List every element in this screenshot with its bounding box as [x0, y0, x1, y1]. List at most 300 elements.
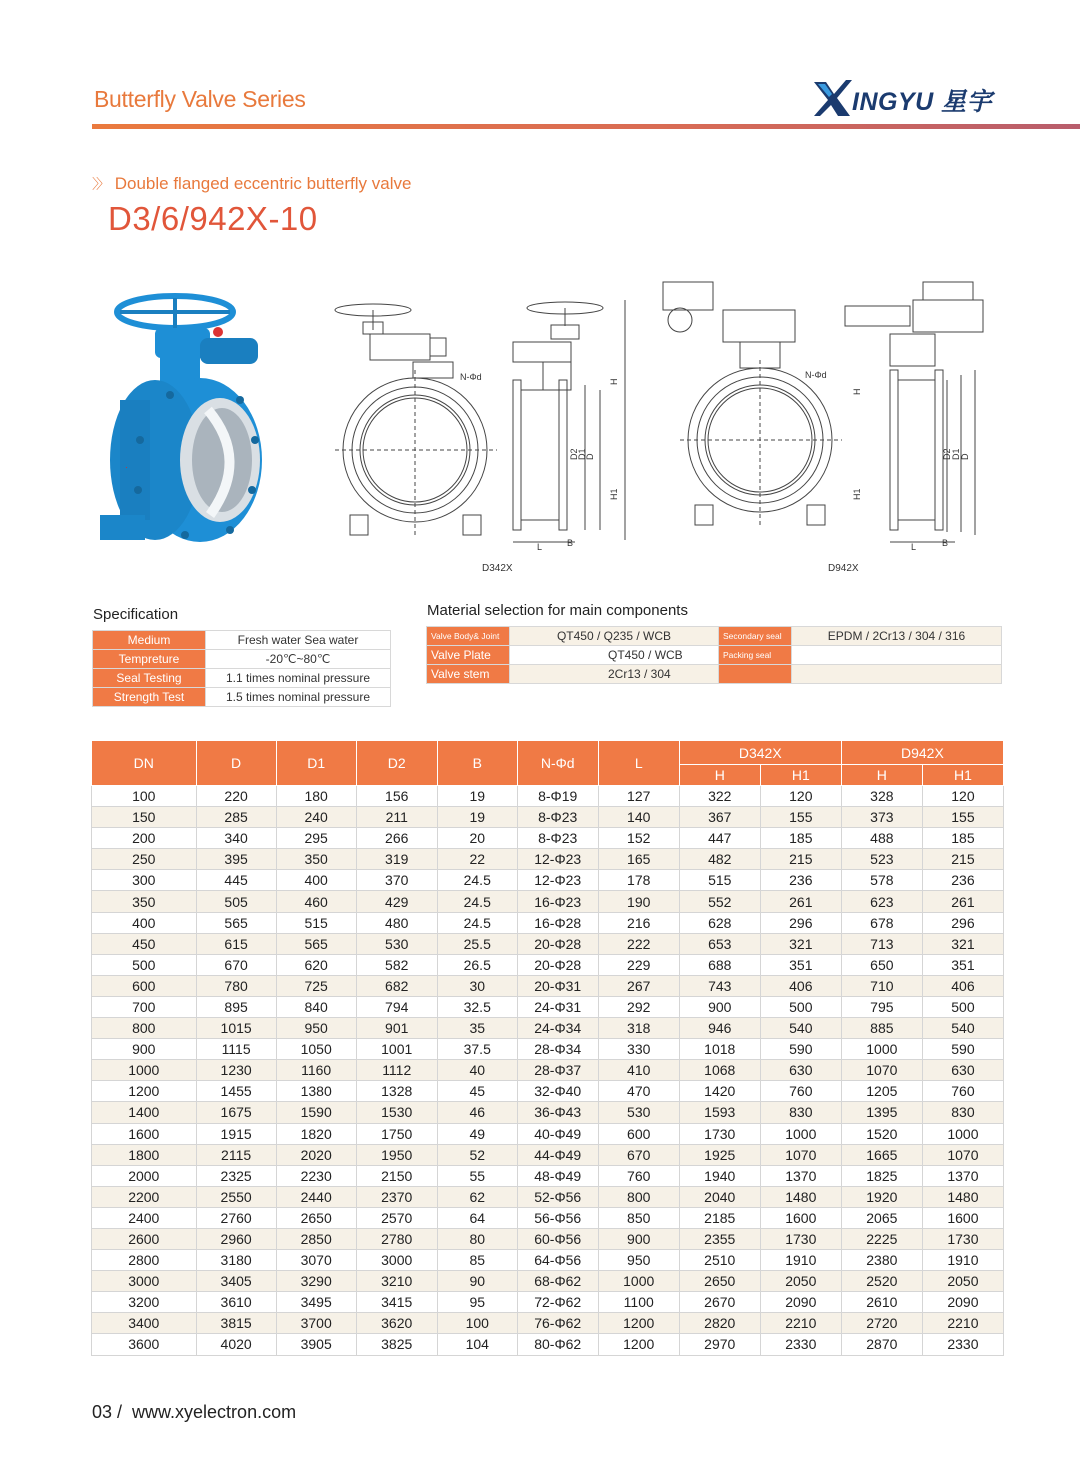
table-cell: 1400: [92, 1102, 197, 1123]
d942x-front-view: [663, 282, 842, 525]
table-cell: 1730: [760, 1228, 841, 1249]
table-row: [92, 1228, 1004, 1249]
spec-row: [93, 688, 391, 707]
table-cell: 220: [196, 786, 276, 807]
table-row: [92, 807, 1004, 828]
table-cell: 2050: [922, 1271, 1003, 1292]
table-cell: 2380: [841, 1250, 922, 1271]
spec-value: Fresh water Sea water: [206, 631, 391, 650]
table-cell: 900: [598, 1228, 679, 1249]
table-cell: 630: [922, 1060, 1003, 1081]
table-cell: 2870: [841, 1334, 922, 1355]
table-cell: 236: [922, 870, 1003, 891]
table-cell: 480: [356, 912, 437, 933]
table-row: [92, 1102, 1004, 1123]
table-cell: 296: [922, 912, 1003, 933]
table-cell: 650: [841, 954, 922, 975]
table-cell: 400: [92, 912, 197, 933]
table-cell: 900: [92, 1039, 197, 1060]
valve-photo: [100, 290, 270, 555]
table-cell: 840: [276, 996, 356, 1017]
table-cell: 32.5: [437, 996, 517, 1017]
table-cell: 2065: [841, 1207, 922, 1228]
table-cell: 3815: [196, 1313, 276, 1334]
table-cell: 795: [841, 996, 922, 1017]
table-cell: 20: [437, 828, 517, 849]
table-cell: 328: [841, 786, 922, 807]
table-cell: 20-Φ31: [517, 975, 598, 996]
table-cell: 24.5: [437, 870, 517, 891]
table-cell: 540: [922, 1018, 1003, 1039]
table-cell: 2760: [196, 1207, 276, 1228]
table-cell: 3000: [92, 1271, 197, 1292]
table-cell: 12-Φ23: [517, 870, 598, 891]
table-cell: 1070: [760, 1144, 841, 1165]
table-cell: 2650: [679, 1271, 760, 1292]
table-cell: 2330: [760, 1334, 841, 1355]
table-cell: 1915: [196, 1123, 276, 1144]
table-cell: 628: [679, 912, 760, 933]
l-label-2: L: [911, 542, 917, 552]
table-cell: 236: [760, 870, 841, 891]
table-cell: 322: [679, 786, 760, 807]
table-cell: 895: [196, 996, 276, 1017]
table-cell: 688: [679, 954, 760, 975]
table-cell: 2050: [760, 1271, 841, 1292]
table-cell: 653: [679, 933, 760, 954]
logo-text: INGYU 星宇: [852, 88, 993, 116]
col-d942x-h1: H1: [922, 765, 1003, 786]
table-row: [92, 1123, 1004, 1144]
table-cell: 2200: [92, 1186, 197, 1207]
table-cell: 3180: [196, 1250, 276, 1271]
table-cell: 185: [922, 828, 1003, 849]
col-l: L: [598, 741, 679, 786]
table-cell: 1590: [276, 1102, 356, 1123]
table-cell: 24-Φ31: [517, 996, 598, 1017]
table-cell: 351: [760, 954, 841, 975]
table-cell: 1200: [598, 1334, 679, 1355]
table-cell: 367: [679, 807, 760, 828]
table-cell: 49: [437, 1123, 517, 1144]
table-cell: 2210: [922, 1313, 1003, 1334]
table-cell: 62: [437, 1186, 517, 1207]
table-cell: 370: [356, 870, 437, 891]
product-model: D3/6/942X-10: [108, 200, 318, 237]
table-cell: 850: [598, 1207, 679, 1228]
table-cell: 578: [841, 870, 922, 891]
table-cell: 445: [196, 870, 276, 891]
drawing-caption-d342x: D342X: [482, 563, 513, 574]
material-key: Valve Body& Joint: [427, 627, 510, 646]
table-cell: 266: [356, 828, 437, 849]
table-cell: 321: [922, 933, 1003, 954]
table-cell: 2115: [196, 1144, 276, 1165]
table-cell: 1480: [922, 1186, 1003, 1207]
d1-label-2: D1: [951, 448, 961, 460]
table-cell: 590: [922, 1039, 1003, 1060]
table-cell: 300: [92, 870, 197, 891]
table-cell: 670: [598, 1144, 679, 1165]
table-cell: 760: [922, 1081, 1003, 1102]
table-cell: 3290: [276, 1271, 356, 1292]
table-cell: 470: [598, 1081, 679, 1102]
col-d342x-h: H: [679, 765, 760, 786]
table-cell: 1455: [196, 1081, 276, 1102]
table-row: [92, 1334, 1004, 1355]
table-cell: 35: [437, 1018, 517, 1039]
table-row: [92, 954, 1004, 975]
table-cell: 48-Φ49: [517, 1165, 598, 1186]
table-cell: 1112: [356, 1060, 437, 1081]
spec-key: Strength Test: [93, 688, 206, 707]
table-cell: 211: [356, 807, 437, 828]
table-cell: 2090: [760, 1292, 841, 1313]
table-cell: 670: [196, 954, 276, 975]
table-cell: 710: [841, 975, 922, 996]
table-cell: 285: [196, 807, 276, 828]
table-cell: 3200: [92, 1292, 197, 1313]
table-cell: 24.5: [437, 891, 517, 912]
table-cell: 185: [760, 828, 841, 849]
table-cell: 713: [841, 933, 922, 954]
table-cell: 28-Φ37: [517, 1060, 598, 1081]
table-cell: 28-Φ34: [517, 1039, 598, 1060]
col-dn: DN: [92, 741, 197, 786]
d942x-side-view: [845, 282, 983, 542]
table-cell: 1800: [92, 1144, 197, 1165]
materials-title: Material selection for main components: [427, 602, 688, 619]
material-value: EPDM / 2Cr13 / 304 / 316: [792, 627, 1002, 646]
footer: [92, 1402, 296, 1423]
dimensions-body: [92, 786, 1004, 1356]
table-cell: 3070: [276, 1250, 356, 1271]
technical-drawings: [325, 270, 1015, 580]
table-cell: 3825: [356, 1334, 437, 1355]
d2-label-1: D2: [569, 448, 579, 460]
table-cell: 80-Φ62: [517, 1334, 598, 1355]
table-cell: 267: [598, 975, 679, 996]
table-cell: 2780: [356, 1228, 437, 1249]
table-cell: 40: [437, 1060, 517, 1081]
table-cell: 12-Φ23: [517, 849, 598, 870]
table-cell: 44-Φ49: [517, 1144, 598, 1165]
table-cell: 19: [437, 786, 517, 807]
table-cell: 1820: [276, 1123, 356, 1144]
table-row: [92, 891, 1004, 912]
table-cell: 1000: [598, 1271, 679, 1292]
table-cell: 80: [437, 1228, 517, 1249]
table-cell: 2970: [679, 1334, 760, 1355]
table-cell: 152: [598, 828, 679, 849]
material-value: 2Cr13 / 304: [510, 665, 719, 684]
table-cell: 1480: [760, 1186, 841, 1207]
drawing-caption-d942x: D942X: [828, 563, 859, 574]
table-cell: 2510: [679, 1250, 760, 1271]
table-cell: 830: [760, 1102, 841, 1123]
table-cell: 36-Φ43: [517, 1102, 598, 1123]
page-number: 03 /: [92, 1402, 123, 1422]
table-row: [92, 849, 1004, 870]
table-cell: 1380: [276, 1081, 356, 1102]
table-cell: 582: [356, 954, 437, 975]
table-cell: 22: [437, 849, 517, 870]
table-cell: 215: [760, 849, 841, 870]
table-cell: 2570: [356, 1207, 437, 1228]
nphid-label-2: N-Φd: [805, 370, 827, 380]
table-cell: 20-Φ28: [517, 933, 598, 954]
table-row: [92, 1207, 1004, 1228]
nphid-label-1: N-Φd: [460, 372, 482, 382]
table-cell: 24-Φ34: [517, 1018, 598, 1039]
svg-text:·: ·: [125, 462, 128, 472]
table-cell: 2020: [276, 1144, 356, 1165]
table-cell: 60-Φ56: [517, 1228, 598, 1249]
table-cell: 127: [598, 786, 679, 807]
table-cell: 1600: [760, 1207, 841, 1228]
table-cell: 3405: [196, 1271, 276, 1292]
table-cell: 2600: [92, 1228, 197, 1249]
table-cell: 678: [841, 912, 922, 933]
logo-x-mark-icon: [812, 78, 854, 118]
table-cell: 2210: [760, 1313, 841, 1334]
table-cell: 1910: [922, 1250, 1003, 1271]
table-cell: 25.5: [437, 933, 517, 954]
table-cell: 1230: [196, 1060, 276, 1081]
table-cell: 450: [92, 933, 197, 954]
table-cell: 100: [92, 786, 197, 807]
table-row: [92, 1018, 1004, 1039]
materials-table: [426, 626, 1002, 684]
table-cell: 72-Φ62: [517, 1292, 598, 1313]
table-cell: 530: [598, 1102, 679, 1123]
table-cell: 1730: [679, 1123, 760, 1144]
table-cell: 1100: [598, 1292, 679, 1313]
table-cell: 85: [437, 1250, 517, 1271]
table-cell: 565: [276, 933, 356, 954]
table-cell: 780: [196, 975, 276, 996]
d1-label-1: D1: [577, 448, 587, 460]
table-cell: 1925: [679, 1144, 760, 1165]
table-cell: 3000: [356, 1250, 437, 1271]
table-cell: 400: [276, 870, 356, 891]
table-cell: 950: [276, 1018, 356, 1039]
table-cell: 530: [356, 933, 437, 954]
h1-label-2: H1: [852, 488, 862, 500]
series-title: Butterfly Valve Series: [94, 86, 306, 112]
table-cell: 2090: [922, 1292, 1003, 1313]
table-cell: 1920: [841, 1186, 922, 1207]
table-cell: 150: [92, 807, 197, 828]
table-cell: 1070: [841, 1060, 922, 1081]
table-cell: 1910: [760, 1250, 841, 1271]
table-cell: 120: [760, 786, 841, 807]
table-cell: 8-Φ23: [517, 828, 598, 849]
material-value: QT450 / WCB: [510, 646, 719, 665]
spec-row: [93, 631, 391, 650]
spec-value: 1.5 times nominal pressure: [206, 688, 391, 707]
table-cell: 1070: [922, 1144, 1003, 1165]
specification-table: [92, 630, 391, 707]
table-cell: 104: [437, 1334, 517, 1355]
spec-row: [93, 669, 391, 688]
table-cell: 565: [196, 912, 276, 933]
table-cell: 2440: [276, 1186, 356, 1207]
table-cell: 500: [760, 996, 841, 1017]
table-cell: 1000: [92, 1060, 197, 1081]
table-cell: 410: [598, 1060, 679, 1081]
table-cell: 156: [356, 786, 437, 807]
material-key: [719, 665, 792, 684]
spec-value: -20℃~80℃: [206, 650, 391, 669]
table-cell: 1200: [92, 1081, 197, 1102]
table-cell: 395: [196, 849, 276, 870]
table-cell: 600: [92, 975, 197, 996]
table-cell: 215: [922, 849, 1003, 870]
table-cell: 1395: [841, 1102, 922, 1123]
table-cell: 523: [841, 849, 922, 870]
table-cell: 373: [841, 807, 922, 828]
group-d942x: D942X: [841, 741, 1003, 765]
table-cell: 165: [598, 849, 679, 870]
specification-title: Specification: [93, 606, 179, 623]
table-cell: 52-Φ56: [517, 1186, 598, 1207]
table-cell: 155: [922, 807, 1003, 828]
d342x-front-view: [335, 304, 497, 535]
table-cell: 2000: [92, 1165, 197, 1186]
col-d2: D2: [356, 741, 437, 786]
table-cell: 1825: [841, 1165, 922, 1186]
table-cell: 1665: [841, 1144, 922, 1165]
table-cell: 90: [437, 1271, 517, 1292]
material-row: [427, 627, 1002, 646]
table-cell: 1018: [679, 1039, 760, 1060]
table-row: [92, 786, 1004, 807]
material-value: [792, 646, 1002, 665]
table-cell: 2325: [196, 1165, 276, 1186]
table-row: [92, 933, 1004, 954]
d2-label-2: D2: [942, 448, 952, 460]
col-b: B: [437, 741, 517, 786]
table-row: [92, 1313, 1004, 1334]
table-cell: 292: [598, 996, 679, 1017]
table-cell: 620: [276, 954, 356, 975]
table-cell: 1370: [760, 1165, 841, 1186]
table-cell: 140: [598, 807, 679, 828]
material-value: [792, 665, 1002, 684]
table-cell: 1520: [841, 1123, 922, 1144]
table-cell: 515: [679, 870, 760, 891]
table-cell: 350: [276, 849, 356, 870]
table-cell: 330: [598, 1039, 679, 1060]
table-cell: 56-Φ56: [517, 1207, 598, 1228]
material-key: Packing seal: [719, 646, 792, 665]
h-label-1: H: [609, 378, 619, 385]
d-label-2: D: [960, 453, 970, 460]
table-cell: 2400: [92, 1207, 197, 1228]
table-cell: 3620: [356, 1313, 437, 1334]
table-cell: 1600: [922, 1207, 1003, 1228]
table-cell: 1600: [92, 1123, 197, 1144]
table-row: [92, 975, 1004, 996]
table-row: [92, 1250, 1004, 1271]
table-cell: 623: [841, 891, 922, 912]
table-cell: 55: [437, 1165, 517, 1186]
table-cell: 500: [922, 996, 1003, 1017]
table-cell: 1950: [356, 1144, 437, 1165]
table-cell: 178: [598, 870, 679, 891]
table-cell: 19: [437, 807, 517, 828]
table-cell: 340: [196, 828, 276, 849]
table-cell: 16-Φ28: [517, 912, 598, 933]
table-row: [92, 1081, 1004, 1102]
table-cell: 682: [356, 975, 437, 996]
table-row: [92, 1271, 1004, 1292]
table-row: [92, 996, 1004, 1017]
table-cell: 296: [760, 912, 841, 933]
header-divider: [92, 124, 1080, 129]
col-d: D: [196, 741, 276, 786]
h-label-2: H: [852, 388, 862, 395]
b-label-2: B: [942, 538, 949, 548]
table-cell: 200: [92, 828, 197, 849]
table-cell: 1068: [679, 1060, 760, 1081]
table-cell: 3415: [356, 1292, 437, 1313]
table-cell: 2960: [196, 1228, 276, 1249]
table-row: [92, 1292, 1004, 1313]
table-cell: 1530: [356, 1102, 437, 1123]
table-cell: 3600: [92, 1334, 197, 1355]
table-cell: 120: [922, 786, 1003, 807]
table-cell: 760: [760, 1081, 841, 1102]
table-cell: 222: [598, 933, 679, 954]
table-cell: 743: [679, 975, 760, 996]
table-cell: 40-Φ49: [517, 1123, 598, 1144]
table-cell: 429: [356, 891, 437, 912]
col-d1: D1: [276, 741, 356, 786]
table-cell: 180: [276, 786, 356, 807]
table-cell: 540: [760, 1018, 841, 1039]
table-cell: 64: [437, 1207, 517, 1228]
col-d342x-h1: H1: [760, 765, 841, 786]
table-cell: 1015: [196, 1018, 276, 1039]
table-cell: 1593: [679, 1102, 760, 1123]
spec-key: Medium: [93, 631, 206, 650]
table-cell: 76-Φ62: [517, 1313, 598, 1334]
material-key: Valve Plate: [427, 646, 510, 665]
table-cell: 2185: [679, 1207, 760, 1228]
table-cell: 1675: [196, 1102, 276, 1123]
table-cell: 946: [679, 1018, 760, 1039]
table-cell: 1050: [276, 1039, 356, 1060]
table-cell: 552: [679, 891, 760, 912]
table-cell: 488: [841, 828, 922, 849]
table-cell: 2520: [841, 1271, 922, 1292]
table-cell: 20-Φ28: [517, 954, 598, 975]
table-cell: 68-Φ62: [517, 1271, 598, 1292]
material-row: [427, 665, 1002, 684]
table-cell: 16-Φ23: [517, 891, 598, 912]
group-d342x: D342X: [679, 741, 841, 765]
table-cell: 261: [922, 891, 1003, 912]
b-label-1: B: [567, 538, 574, 548]
table-cell: 700: [92, 996, 197, 1017]
table-cell: 900: [679, 996, 760, 1017]
table-row: [92, 1060, 1004, 1081]
table-cell: 2330: [922, 1334, 1003, 1355]
table-cell: 24.5: [437, 912, 517, 933]
table-cell: 1000: [841, 1039, 922, 1060]
